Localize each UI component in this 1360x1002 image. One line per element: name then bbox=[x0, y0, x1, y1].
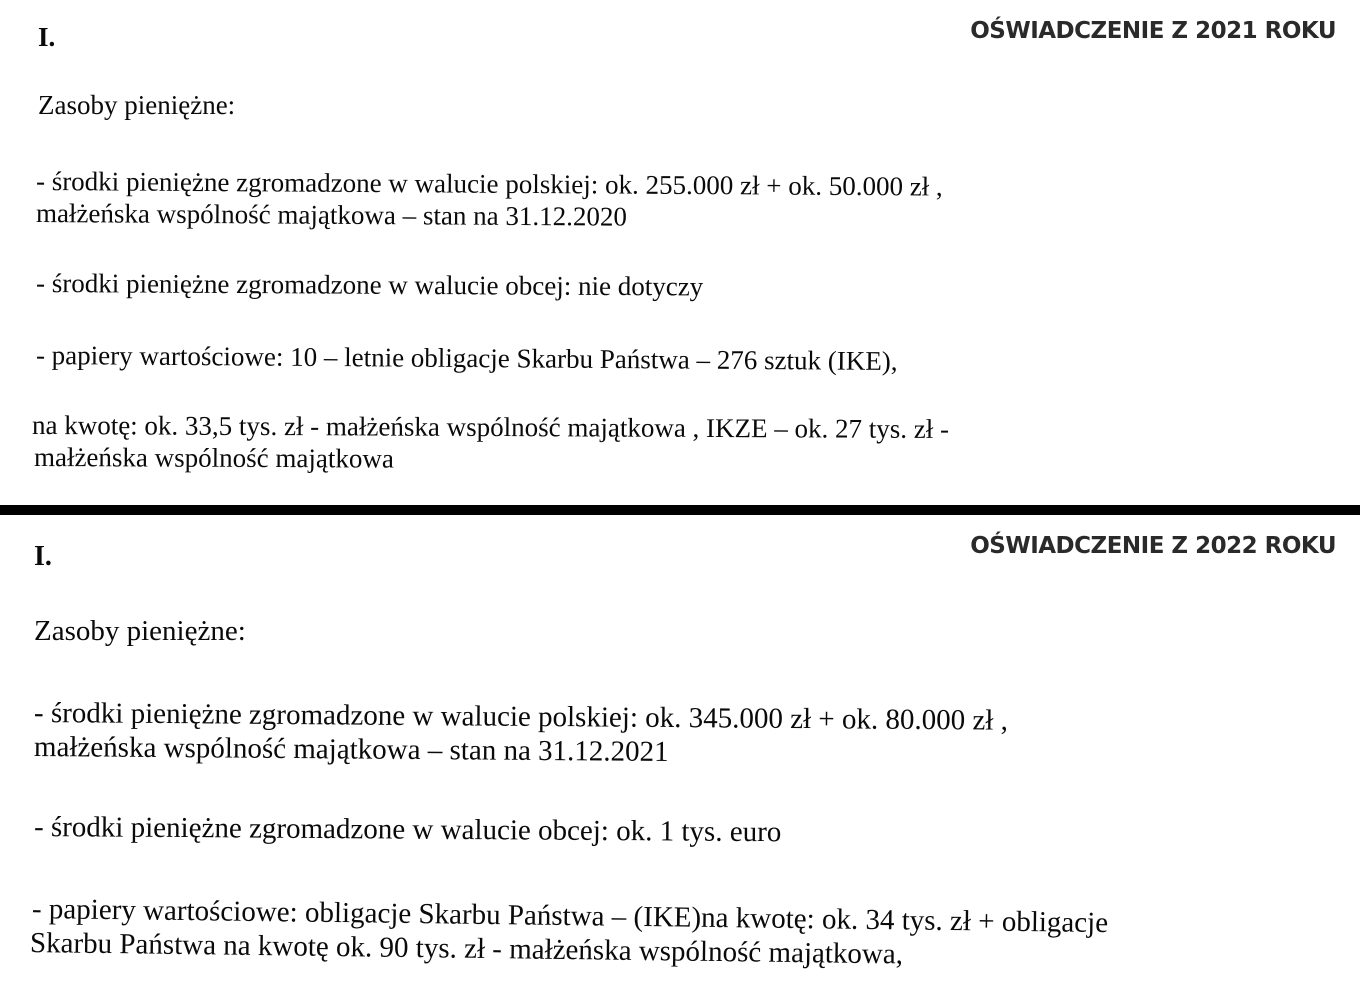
polish-currency-line: - środki pieniężne zgromadzone w walucie polskiej: ok. 255.000 zł + ok. 50.000 zł , bbox=[35, 166, 943, 202]
section-heading: Zasoby pieniężne: bbox=[34, 615, 246, 647]
securities-amount-line: na kwotę: ok. 33,5 tys. zł - małżeńska wspólność majątkowa , IKZE – ok. 27 tys. zł - bbox=[31, 410, 950, 445]
polish-currency-line: - środki pieniężne zgromadzone w walucie polskiej: ok. 345.000 zł + ok. 80.000 zł , bbox=[33, 697, 1009, 737]
panel-divider bbox=[0, 505, 1360, 515]
securities-line: - papiery wartościowe: 10 – letnie obligacje Skarbu Państwa – 276 sztuk (IKE), bbox=[35, 340, 898, 377]
polish-currency-line-cont: małżeńska wspólność majątkowa – stan na 31.12.2020 bbox=[35, 198, 627, 232]
statement-2022 bbox=[0, 515, 1360, 1002]
securities-amount-line-cont: małżeńska wspólność majątkowa bbox=[33, 442, 394, 474]
securities-line-cont: Skarbu Państwa na kwotę ok. 90 tys. zł - małżeńska wspólność majątkowa, bbox=[29, 927, 904, 971]
statement-caption: OŚWIADCZENIE Z 2021 ROKU bbox=[970, 18, 1336, 44]
foreign-currency-line: - środki pieniężne zgromadzone w walucie obcej: ok. 1 tys. euro bbox=[33, 811, 782, 849]
section-heading: Zasoby pieniężne: bbox=[38, 90, 236, 120]
securities-line: - papiery wartościowe: obligacje Skarbu Państwa – (IKE)na kwotę: ok. 34 tys. zł + obligacje bbox=[31, 893, 1109, 940]
polish-currency-line-cont: małżeńska wspólność majątkowa – stan na 31.12.2021 bbox=[33, 731, 669, 768]
statement-caption: OŚWIADCZENIE Z 2022 ROKU bbox=[970, 533, 1336, 559]
foreign-currency-line: - środki pieniężne zgromadzone w walucie obcej: nie dotyczy bbox=[35, 268, 704, 302]
section-number: I. bbox=[34, 541, 52, 572]
section-number: I. bbox=[38, 22, 56, 52]
